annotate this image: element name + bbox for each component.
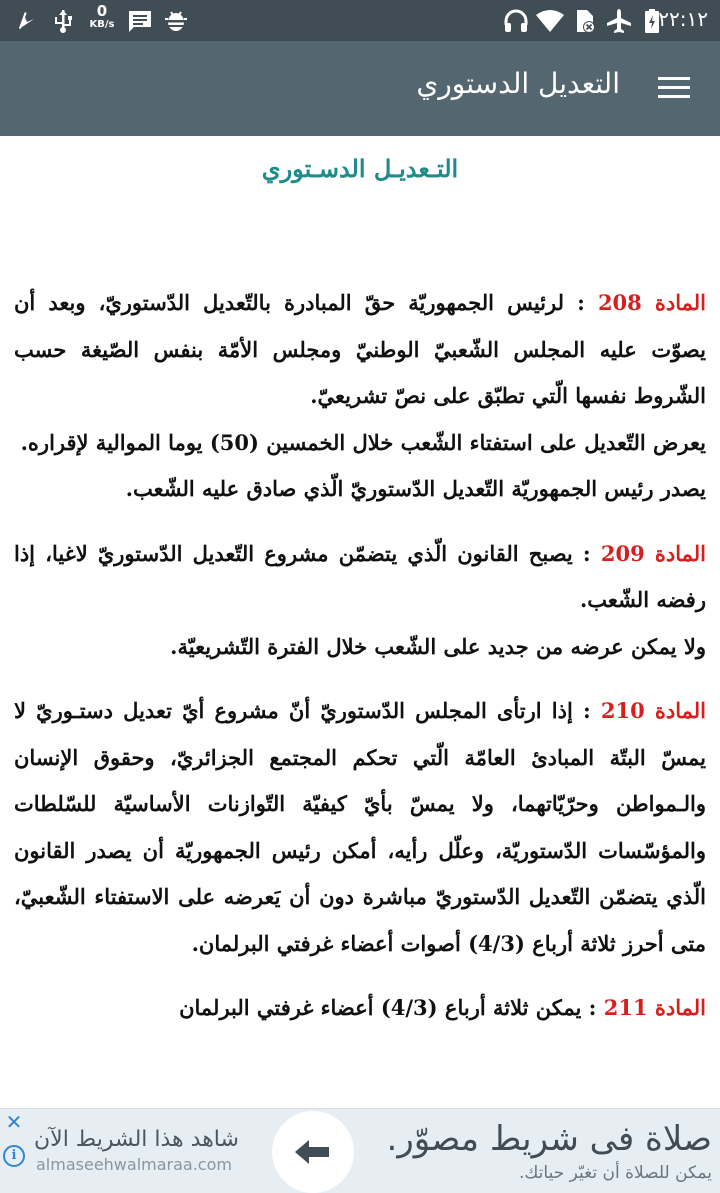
net-speed-value: 0 [96, 2, 108, 20]
net-speed-unit: KB/s [89, 19, 115, 30]
article-label: المادة 208 [597, 290, 706, 315]
article-content[interactable] [0, 136, 720, 1108]
ad-info-icon[interactable]: i [3, 1145, 25, 1167]
article-paragraph [14, 280, 706, 420]
article-text: : إذا ارتأى المجلس الدّستوريّ أنّ مشروع أيّ تعديل دستـوريّ لا يمسّ البتّة المبادئ العامّة الّتي تحكم المجتمع الجزائريّ، وحقوق الإنسان والـمواطن وحرّيّاتهما، ولا يمسّ بأيّ كيفيّة التّوازنات الأساسيّة للسّلطات والمؤسّسات الدّستوريّة، وعلّل رأيه، أمكن رئيس الجمهوريّة أن يصدر القانون الّذي يتضمّن التّعديل الدّستوريّ مباشرة دون أن يَعرضه على الاستفتاء الشّعبيّ، متى أحرز ثلاثة أرباع (4/3) أصوات أعضاء غرفتي البرلمان. [14, 698, 706, 956]
article-211 [14, 985, 706, 1032]
app-bar [0, 41, 720, 136]
article-text: : يصبح القانون الّذي يتضمّن مشروع التّعديل الدّستوريّ لاغيا، إذا رفضه الشّعب. [14, 540, 706, 612]
ad-banner[interactable] [0, 1108, 720, 1193]
status-bar [0, 0, 720, 41]
page-heading: التـعديـل الدسـتوري [261, 154, 459, 183]
article-210 [14, 688, 706, 967]
net-speed-indicator [86, 4, 118, 30]
article-paragraph [14, 688, 706, 967]
ad-domain[interactable]: almaseehwalmaraa.com [36, 1155, 232, 1174]
article-label: المادة 211 [603, 995, 706, 1020]
headphones-icon [502, 8, 530, 34]
ad-close-icon[interactable]: ✕ [5, 1110, 23, 1134]
articles-text [14, 280, 706, 1050]
android-debug-icon [162, 8, 190, 34]
article-paragraph: ولا يمكن عرضه من جديد على الشّعب خلال الفترة التّشريعيّة. [170, 633, 706, 659]
app-title: التعديل الدستوري [416, 67, 620, 100]
article-text: : لرئيس الجمهوريّة حقّ المبادرة بالتّعديل الدّستوريّ، وبعد أن يصوّت عليه المجلس الشّعبيّ الوطنيّ ومجلس الأمّة بنفس الصّيغة حسب الشّروط نفسها الّتي تطبّق على نصّ تشريعيّ. [14, 290, 706, 408]
article-209 [14, 531, 706, 671]
airplane-icon [604, 8, 634, 34]
wifi-icon [534, 8, 566, 34]
ad-headline[interactable]: صلاة فى شريط مصوّر. [386, 1119, 712, 1159]
ad-arrow-button[interactable] [272, 1111, 354, 1193]
article-label: المادة 210 [600, 698, 706, 723]
arrow-left-icon [293, 1137, 333, 1167]
status-time: ٢٢:١٢ [658, 7, 708, 31]
message-icon [126, 8, 154, 34]
article-paragraph: يصدر رئيس الجمهوريّة التّعديل الدّستوريّ الّذي صادق عليه الشّعب. [125, 476, 706, 501]
ad-subtext[interactable]: يمكن للصلاة أن تغيّر حياتك. [518, 1163, 712, 1183]
ad-cta-text[interactable]: شاهد هذا الشريط الآن [34, 1127, 239, 1152]
navigation-icon [14, 8, 40, 34]
usb-icon [50, 8, 76, 34]
article-label: المادة 209 [600, 540, 707, 566]
article-paragraph: يعرض التّعديل على استفتاء الشّعب خلال الخمسين (50) يوما الموالية لإقراره. [20, 429, 706, 455]
article-text: : يمكن ثلاثة أرباع (4/3) أعضاء غرفتي البرلمان [179, 995, 604, 1020]
hamburger-menu-icon[interactable] [658, 73, 692, 103]
article-paragraph [14, 985, 706, 1032]
article-208 [14, 280, 706, 513]
sim-blocked-icon [570, 8, 598, 34]
article-paragraph [14, 531, 706, 624]
